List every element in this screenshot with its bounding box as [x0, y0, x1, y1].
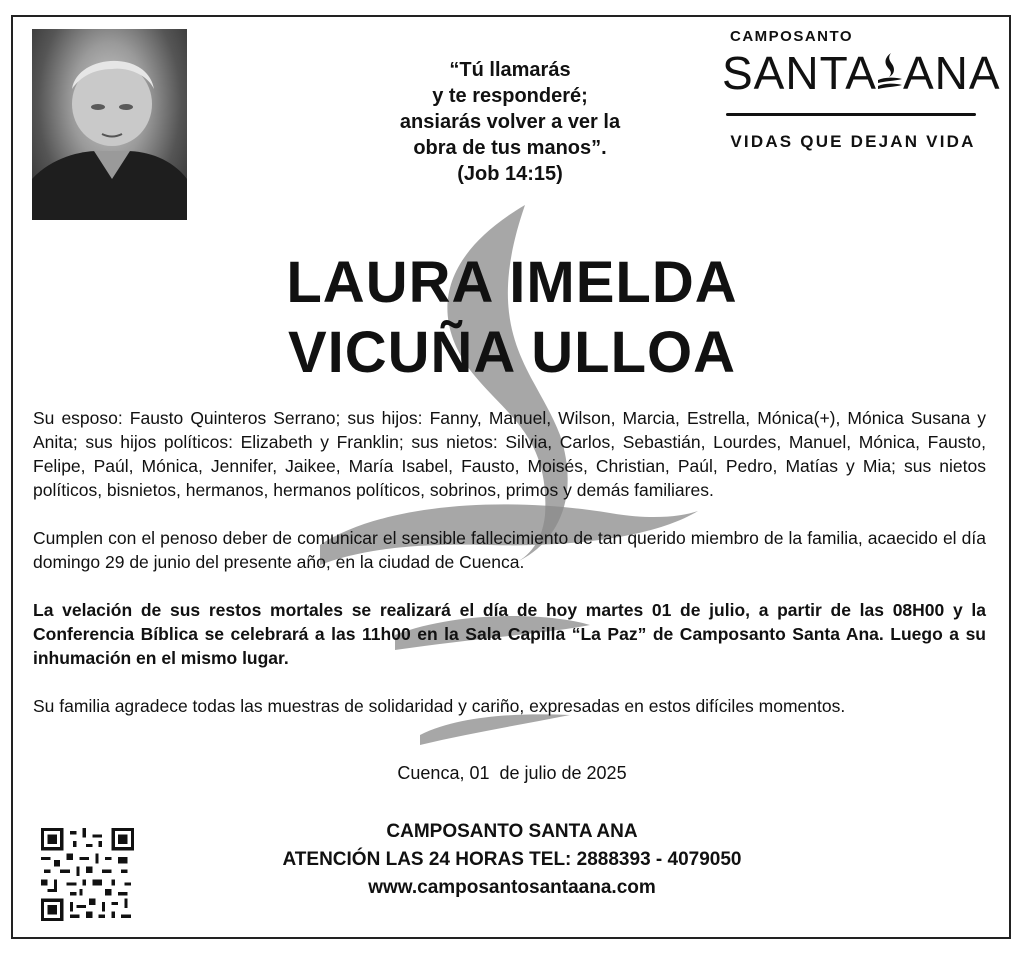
quote-reference: (Job 14:15) — [457, 163, 563, 185]
footer-website[interactable]: www.camposantosantaana.com — [368, 877, 656, 898]
logo-flame-icon — [877, 51, 903, 91]
quote-line: ansiarás volver a ver la — [399, 111, 621, 133]
ceremony-paragraph: La velación de sus restos mortales se realizará el día de hoy martes 01 de julio, a partir de las 08H00 y la Conferencia Bíblica se celebrará a las 11h00 en la Sala Capilla “La Paz” de Camposanto Santa Ana. Luego a su inhumación en el mismo lugar. — [33, 600, 986, 668]
logo-main-right: ANA — [902, 47, 1001, 99]
thanks-paragraph: Su familia agradece todas las muestras de solidaridad y cariño, expresadas en estos difíciles momentos. — [33, 696, 846, 716]
portrait-photo — [32, 29, 187, 220]
logo-top-text: CAMPOSANTO — [730, 28, 854, 45]
camposanto-logo — [722, 28, 1001, 152]
announcement-paragraph: Cumplen con el penoso deber de comunicar el sensible fallecimiento de tan querido miembro de la familia, acaecido el día domingo 29 de junio del presente año, en la ciudad de Cuenca. — [33, 528, 986, 572]
logo-tagline: VIDAS QUE DEJAN VIDA — [730, 132, 976, 151]
quote-line: “Tú llamarás — [449, 59, 571, 81]
obituary-body — [33, 406, 986, 742]
name-line-1: LAURA IMELDA — [286, 250, 738, 315]
logo-divider — [726, 113, 976, 116]
family-paragraph: Su esposo: Fausto Quinteros Serrano; sus hijos: Fanny, Manuel, Wilson, Marcia, Estrella, Mónica(+), Mónica Susana y Anita; sus hijos políticos: Elizabeth y Franklin; sus nietos: Silvia, Carlos, Sebastián, Lourdes, Manuel, Mónica, Fausto, Felipe, Paúl, Mónica, Jennifer, Jaikee, María Isabel, Fausto, Moisés, Christian, Paúl, Pedro, Matías y Mia; sus nietos políticos, bisnietos, hermanos, hermanos políticos, sobrinos, primos y demás familiares. — [33, 408, 986, 500]
logo-main-left: SANTA — [722, 47, 877, 99]
deceased-name — [0, 248, 1024, 388]
name-line-2: VICUÑA ULLOA — [287, 320, 737, 385]
qr-code-icon[interactable] — [41, 826, 134, 923]
logo-main-text — [722, 47, 1001, 99]
bible-quote — [340, 57, 680, 187]
date-line: Cuenca, 01 de julio de 2025 — [397, 763, 627, 783]
quote-line: obra de tus manos”. — [413, 137, 607, 159]
footer-phone: ATENCIÓN LAS 24 HORAS TEL: 2888393 - 4079050 — [282, 849, 742, 870]
quote-line: y te responderé; — [432, 85, 588, 107]
footer-name: CAMPOSANTO SANTA ANA — [386, 821, 638, 842]
footer-contact — [0, 818, 1024, 902]
